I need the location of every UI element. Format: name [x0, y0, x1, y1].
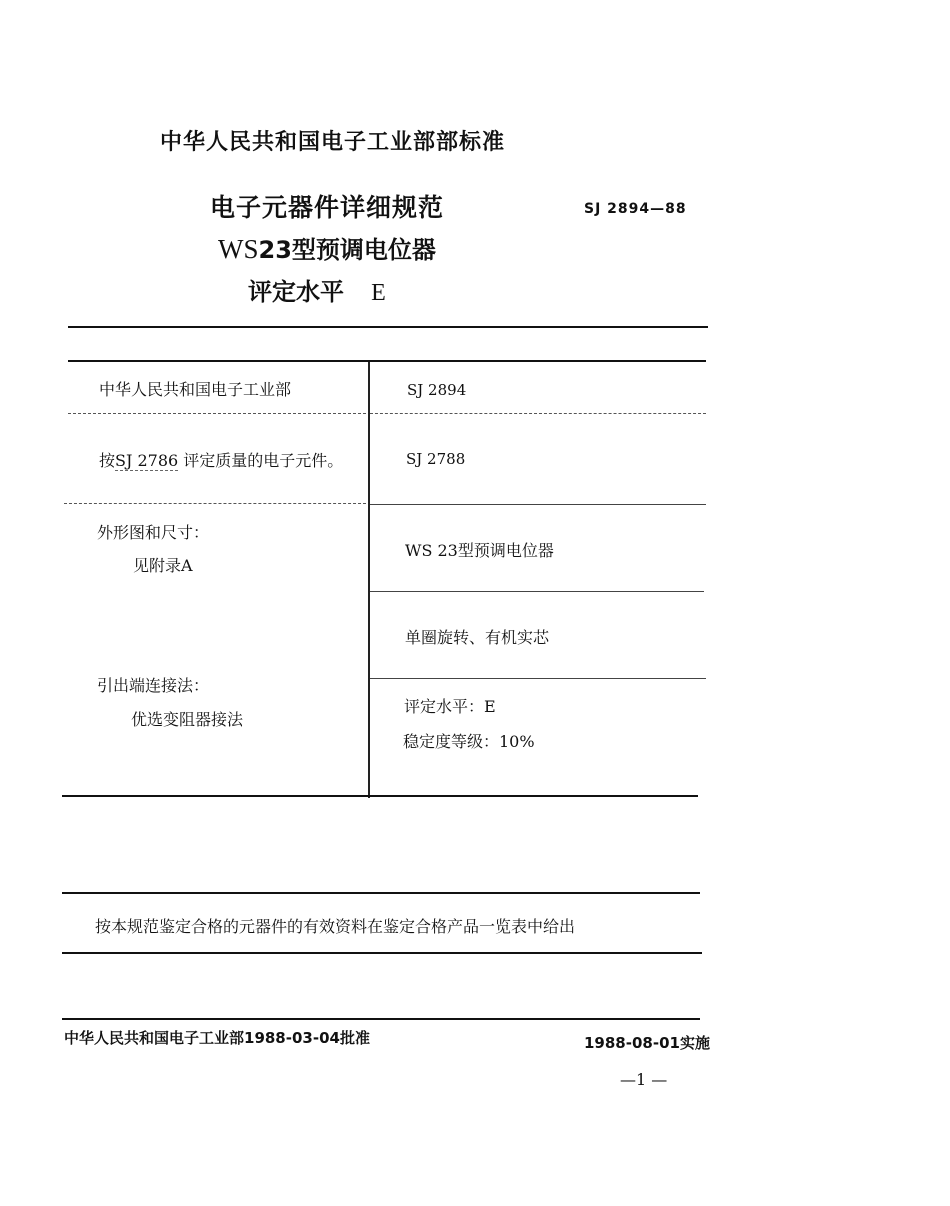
assessment-level-label: 评定水平 — [248, 278, 344, 306]
page-number: —1 — — [620, 1070, 668, 1089]
table-column-divider — [368, 362, 370, 798]
spec-title-prefix: WS — [218, 234, 259, 264]
row-divider-1-right — [370, 413, 706, 414]
qualification-note: 按本规范鉴定合格的元器件的有效资料在鉴定合格产品一览表中给出 — [95, 917, 576, 936]
standard-code: SJ 2894—88 — [584, 201, 687, 217]
spec-code-cell: SJ 2894 — [407, 381, 467, 399]
row-divider-2-left — [64, 503, 366, 504]
note-top-rule — [62, 892, 700, 894]
row-divider-3-right — [370, 591, 704, 592]
spec-title-line1: 电子元器件详细规范 — [210, 193, 445, 222]
row-divider-1-left — [68, 413, 366, 414]
generic-spec-code-cell: SJ 2788 — [406, 450, 466, 468]
construction-cell: 单圈旋转、有机实芯 — [405, 628, 550, 647]
table-top-rule — [68, 360, 706, 362]
assessment-basis-prefix: 按 — [99, 451, 116, 470]
outline-value: 见附录A — [133, 556, 193, 575]
assessment-basis-code: SJ 2786 — [115, 451, 179, 470]
lead-connection-value: 优选变阻器接法 — [131, 710, 244, 729]
outline-label: 外形图和尺寸： — [97, 523, 210, 542]
issuer-name: 中华人民共和国电子工业部 — [99, 380, 292, 399]
assessment-level-cell: 评定水平：E — [404, 697, 496, 716]
row-divider-2-right — [370, 504, 706, 505]
org-standard-title: 中华人民共和国电子工业部部标准 — [160, 130, 506, 155]
table-bottom-rule — [62, 795, 698, 797]
spec-title-product: 23型预调电位器 — [258, 236, 436, 264]
lead-connection-label: 引出端连接法： — [97, 676, 210, 695]
spec-title-line3 — [248, 272, 386, 307]
note-bottom-rule — [62, 952, 702, 954]
stability-grade-cell: 稳定度等级：10% — [403, 732, 535, 751]
assessment-basis-suffix: 评定质量的电子元件。 — [183, 451, 344, 470]
implementation-date: 1988-08-01实施 — [584, 1034, 710, 1052]
header-rule — [68, 326, 708, 328]
row-divider-4-right — [370, 678, 706, 679]
assessment-level-value: E — [371, 280, 386, 306]
approval-statement: 中华人民共和国电子工业部1988-03-04批准 — [64, 1029, 370, 1047]
footer-rule — [62, 1018, 700, 1020]
spec-title-line2 — [218, 230, 436, 265]
assessment-basis — [99, 448, 343, 471]
product-name-cell: WS 23型预调电位器 — [405, 541, 554, 560]
